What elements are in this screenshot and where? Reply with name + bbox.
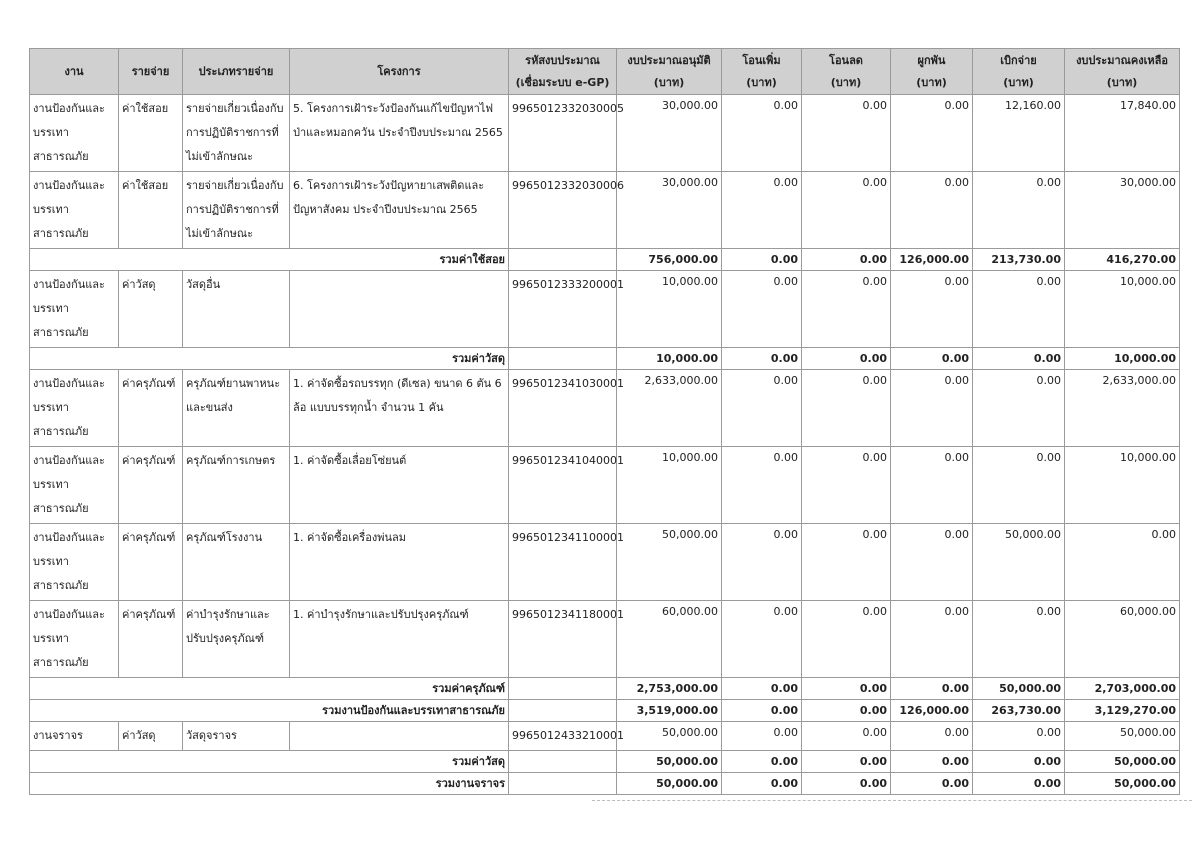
remaining-cell: 2,633,000.00 [1065, 370, 1180, 447]
budget-code-cell: 9965012341100001 [509, 524, 617, 601]
header-work: งาน [30, 49, 119, 95]
subtotal-remaining: 50,000.00 [1065, 773, 1180, 795]
expense-type-cell: รายจ่ายเกี่ยวเนื่องกับการปฏิบัติราชการที่ไม่เข้าลักษณะ [183, 95, 290, 172]
budget-code-cell [509, 249, 617, 271]
subtotal-committed: 126,000.00 [891, 249, 973, 271]
approved-cell: 50,000.00 [617, 524, 722, 601]
transfer-out-cell: 0.00 [802, 601, 891, 678]
subtotal-row [30, 678, 1180, 700]
subtotal-approved: 3,519,000.00 [617, 700, 722, 722]
budget-code-cell: 9965012332030006 [509, 172, 617, 249]
subtotal-transfer-out: 0.00 [802, 751, 891, 773]
expense-type-cell: ครุภัณฑ์การเกษตร [183, 447, 290, 524]
subtotal-disbursed: 213,730.00 [973, 249, 1065, 271]
subtotal-remaining: 416,270.00 [1065, 249, 1180, 271]
table-row [30, 172, 1180, 249]
subtotal-approved: 756,000.00 [617, 249, 722, 271]
header-disbursed: เบิกจ่าย (บาท) [973, 49, 1065, 95]
subtotal-label: รวมค่าวัสดุ [30, 348, 509, 370]
disbursed-cell: 0.00 [973, 722, 1065, 751]
remaining-cell: 10,000.00 [1065, 271, 1180, 348]
subtotal-transfer-out: 0.00 [802, 249, 891, 271]
subtotal-approved: 2,753,000.00 [617, 678, 722, 700]
subtotal-transfer-out: 0.00 [802, 348, 891, 370]
header-approved: งบประมาณอนุมัติ (บาท) [617, 49, 722, 95]
subtotal-committed: 0.00 [891, 348, 973, 370]
transfer-in-cell: 0.00 [722, 95, 802, 172]
subtotal-transfer-out: 0.00 [802, 773, 891, 795]
subtotal-transfer-in: 0.00 [722, 348, 802, 370]
transfer-in-cell: 0.00 [722, 172, 802, 249]
subtotal-disbursed: 263,730.00 [973, 700, 1065, 722]
budget-code-cell [509, 700, 617, 722]
committed-cell: 0.00 [891, 271, 973, 348]
expense-type-cell: วัสดุจราจร [183, 722, 290, 751]
subtotal-transfer-in: 0.00 [722, 700, 802, 722]
transfer-in-cell: 0.00 [722, 601, 802, 678]
header-transfer-out: โอนลด (บาท) [802, 49, 891, 95]
subtotal-label: รวมค่าวัสดุ [30, 751, 509, 773]
budget-report-table [29, 48, 1180, 795]
expense-cell: ค่าครุภัณฑ์ [119, 447, 183, 524]
budget-code-cell: 9965012332030005 [509, 95, 617, 172]
budget-code-cell: 9965012333200001 [509, 271, 617, 348]
work-cell: งานป้องกันและบรรเทาสาธารณภัย [30, 370, 119, 447]
transfer-in-cell: 0.00 [722, 447, 802, 524]
approved-cell: 50,000.00 [617, 722, 722, 751]
table-row [30, 601, 1180, 678]
expense-cell: ค่าครุภัณฑ์ [119, 370, 183, 447]
subtotal-label: รวมงานป้องกันและบรรเทาสาธารณภัย [30, 700, 509, 722]
project-cell: 1. ค่าบำรุงรักษาและปรับปรุงครุภัณฑ์ [290, 601, 509, 678]
table-row [30, 271, 1180, 348]
subtotal-approved: 10,000.00 [617, 348, 722, 370]
subtotal-transfer-in: 0.00 [722, 773, 802, 795]
expense-type-cell: ครุภัณฑ์ยานพาหนะและขนส่ง [183, 370, 290, 447]
subtotal-transfer-in: 0.00 [722, 678, 802, 700]
subtotal-committed: 126,000.00 [891, 700, 973, 722]
header-remaining: งบประมาณคงเหลือ (บาท) [1065, 49, 1180, 95]
subtotal-transfer-in: 0.00 [722, 249, 802, 271]
approved-cell: 30,000.00 [617, 95, 722, 172]
expense-type-cell: รายจ่ายเกี่ยวเนื่องกับการปฏิบัติราชการที่ไม่เข้าลักษณะ [183, 172, 290, 249]
committed-cell: 0.00 [891, 524, 973, 601]
subtotal-committed: 0.00 [891, 773, 973, 795]
remaining-cell: 60,000.00 [1065, 601, 1180, 678]
expense-cell: ค่าวัสดุ [119, 722, 183, 751]
subtotal-remaining: 2,703,000.00 [1065, 678, 1180, 700]
subtotal-approved: 50,000.00 [617, 751, 722, 773]
subtotal-approved: 50,000.00 [617, 773, 722, 795]
subtotal-transfer-in: 0.00 [722, 751, 802, 773]
budget-code-cell: 9965012341040001 [509, 447, 617, 524]
disbursed-cell: 0.00 [973, 370, 1065, 447]
transfer-in-cell: 0.00 [722, 271, 802, 348]
table-header [30, 49, 1180, 95]
project-cell: 1. ค่าจัดซื้อรถบรรทุก (ดีเซล) ขนาด 6 ตัน 6 ล้อ แบบบรรทุกน้ำ จำนวน 1 คัน [290, 370, 509, 447]
expense-cell: ค่าใช้สอย [119, 95, 183, 172]
disbursed-cell: 12,160.00 [973, 95, 1065, 172]
header-transfer-in: โอนเพิ่ม (บาท) [722, 49, 802, 95]
subtotal-disbursed: 0.00 [973, 751, 1065, 773]
committed-cell: 0.00 [891, 370, 973, 447]
remaining-cell: 30,000.00 [1065, 172, 1180, 249]
expense-type-cell: ค่าบำรุงรักษาและปรับปรุงครุภัณฑ์ [183, 601, 290, 678]
header-project: โครงการ [290, 49, 509, 95]
transfer-out-cell: 0.00 [802, 524, 891, 601]
subtotal-transfer-out: 0.00 [802, 678, 891, 700]
transfer-out-cell: 0.00 [802, 370, 891, 447]
budget-code-cell: 9965012433210001 [509, 722, 617, 751]
header-budget-code: รหัสงบประมาณ (เชื่อมระบบ e-GP) [509, 49, 617, 95]
table-row [30, 524, 1180, 601]
approved-cell: 60,000.00 [617, 601, 722, 678]
work-cell: งานป้องกันและบรรเทาสาธารณภัย [30, 172, 119, 249]
expense-cell: ค่าใช้สอย [119, 172, 183, 249]
expense-cell: ค่าครุภัณฑ์ [119, 524, 183, 601]
subtotal-label: รวมค่าครุภัณฑ์ [30, 678, 509, 700]
project-cell [290, 722, 509, 751]
committed-cell: 0.00 [891, 447, 973, 524]
subtotal-label: รวมงานจราจร [30, 773, 509, 795]
remaining-cell: 50,000.00 [1065, 722, 1180, 751]
transfer-out-cell: 0.00 [802, 271, 891, 348]
table-row [30, 370, 1180, 447]
disbursed-cell: 0.00 [973, 172, 1065, 249]
subtotal-row [30, 348, 1180, 370]
expense-type-cell: ครุภัณฑ์โรงงาน [183, 524, 290, 601]
header-expense-type: ประเภทรายจ่าย [183, 49, 290, 95]
subtotal-remaining: 3,129,270.00 [1065, 700, 1180, 722]
subtotal-disbursed: 50,000.00 [973, 678, 1065, 700]
project-cell: 1. ค่าจัดซื้อเครื่องพ่นลม [290, 524, 509, 601]
project-cell: 1. ค่าจัดซื้อเลื่อยโซ่ยนต์ [290, 447, 509, 524]
project-cell: 6. โครงการเฝ้าระวังปัญหายาเสพติดและปัญหาสังคม ประจำปีงบประมาณ 2565 [290, 172, 509, 249]
work-cell: งานป้องกันและบรรเทาสาธารณภัย [30, 95, 119, 172]
remaining-cell: 0.00 [1065, 524, 1180, 601]
approved-cell: 2,633,000.00 [617, 370, 722, 447]
disbursed-cell: 0.00 [973, 447, 1065, 524]
committed-cell: 0.00 [891, 601, 973, 678]
project-cell [290, 271, 509, 348]
transfer-out-cell: 0.00 [802, 447, 891, 524]
work-cell: งานป้องกันและบรรเทาสาธารณภัย [30, 447, 119, 524]
budget-code-cell: 9965012341030001 [509, 370, 617, 447]
project-cell: 5. โครงการเฝ้าระวังป้องกันแก้ไขปัญหาไฟป่าและหมอกควัน ประจำปีงบประมาณ 2565 [290, 95, 509, 172]
subtotal-remaining: 50,000.00 [1065, 751, 1180, 773]
remaining-cell: 10,000.00 [1065, 447, 1180, 524]
expense-cell: ค่าครุภัณฑ์ [119, 601, 183, 678]
expense-type-cell: วัสดุอื่น [183, 271, 290, 348]
transfer-out-cell: 0.00 [802, 95, 891, 172]
subtotal-row [30, 700, 1180, 722]
transfer-out-cell: 0.00 [802, 172, 891, 249]
subtotal-disbursed: 0.00 [973, 773, 1065, 795]
transfer-in-cell: 0.00 [722, 370, 802, 447]
subtotal-disbursed: 0.00 [973, 348, 1065, 370]
header-expense: รายจ่าย [119, 49, 183, 95]
table-row [30, 722, 1180, 751]
committed-cell: 0.00 [891, 722, 973, 751]
budget-code-cell [509, 348, 617, 370]
committed-cell: 0.00 [891, 172, 973, 249]
transfer-out-cell: 0.00 [802, 722, 891, 751]
header-committed: ผูกพัน (บาท) [891, 49, 973, 95]
work-cell: งานป้องกันและบรรเทาสาธารณภัย [30, 524, 119, 601]
budget-code-cell [509, 751, 617, 773]
subtotal-row [30, 751, 1180, 773]
subtotal-committed: 0.00 [891, 751, 973, 773]
approved-cell: 30,000.00 [617, 172, 722, 249]
subtotal-label: รวมค่าใช้สอย [30, 249, 509, 271]
table-body [30, 95, 1180, 795]
transfer-in-cell: 0.00 [722, 524, 802, 601]
approved-cell: 10,000.00 [617, 447, 722, 524]
disbursed-cell: 0.00 [973, 271, 1065, 348]
expense-cell: ค่าวัสดุ [119, 271, 183, 348]
budget-code-cell [509, 773, 617, 795]
subtotal-row [30, 773, 1180, 795]
budget-code-cell [509, 678, 617, 700]
table-row [30, 95, 1180, 172]
work-cell: งานจราจร [30, 722, 119, 751]
work-cell: งานป้องกันและบรรเทาสาธารณภัย [30, 601, 119, 678]
remaining-cell: 17,840.00 [1065, 95, 1180, 172]
subtotal-row [30, 249, 1180, 271]
subtotal-transfer-out: 0.00 [802, 700, 891, 722]
budget-code-cell: 9965012341180001 [509, 601, 617, 678]
approved-cell: 10,000.00 [617, 271, 722, 348]
subtotal-remaining: 10,000.00 [1065, 348, 1180, 370]
subtotal-committed: 0.00 [891, 678, 973, 700]
transfer-in-cell: 0.00 [722, 722, 802, 751]
work-cell: งานป้องกันและบรรเทาสาธารณภัย [30, 271, 119, 348]
footer-divider [592, 800, 1192, 801]
disbursed-cell: 50,000.00 [973, 524, 1065, 601]
table-row [30, 447, 1180, 524]
committed-cell: 0.00 [891, 95, 973, 172]
disbursed-cell: 0.00 [973, 601, 1065, 678]
